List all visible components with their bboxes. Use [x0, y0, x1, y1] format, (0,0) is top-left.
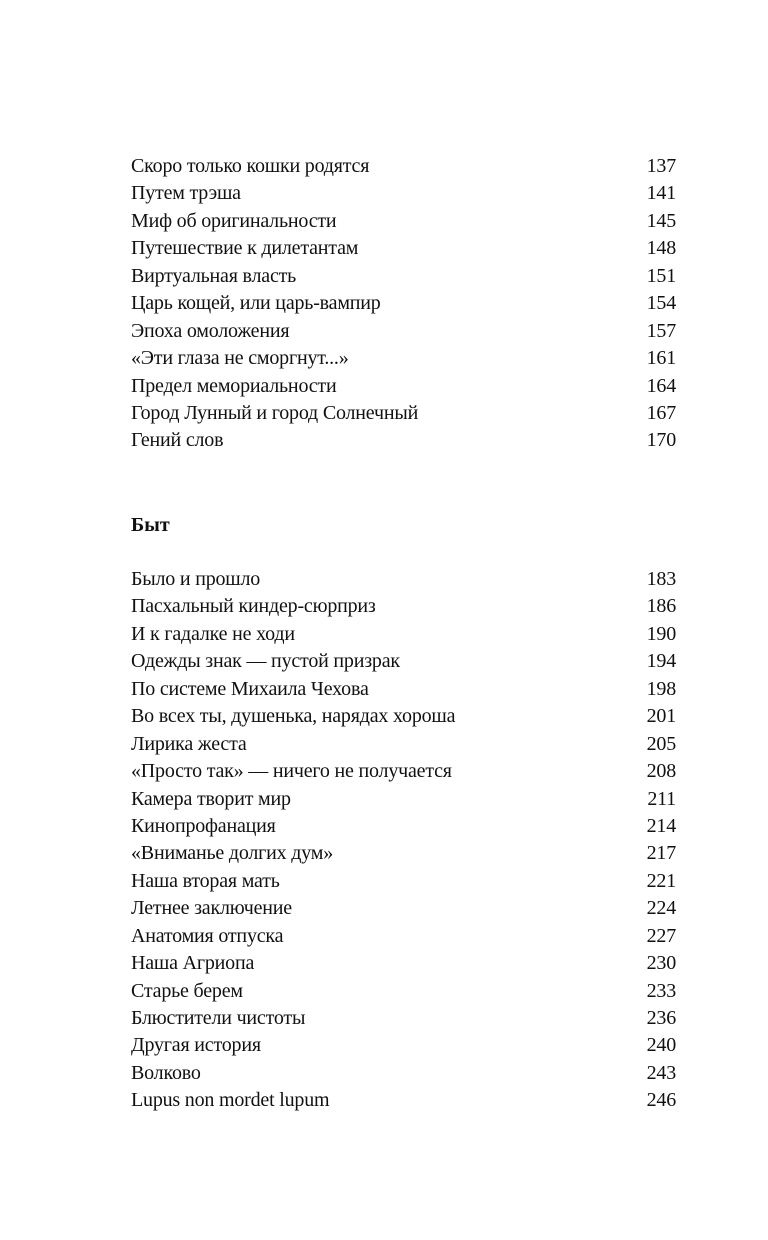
- toc-entry-title: Другая история: [131, 1034, 261, 1057]
- toc-entry: [131, 731, 676, 758]
- toc-entry-page: 236: [646, 1007, 676, 1029]
- toc-entry-page: 224: [646, 897, 676, 920]
- toc-entry: [131, 290, 676, 317]
- toc-entry: [131, 345, 676, 372]
- toc-entry: [131, 1032, 676, 1059]
- toc-entry-title: Путешествие к дилетантам: [131, 237, 359, 260]
- toc-entry-page: 211: [647, 787, 676, 810]
- toc-entry-title: Гений слов: [131, 429, 224, 452]
- toc-entry-title: Лирика жеста: [131, 732, 247, 755]
- toc-entry-page: 151: [646, 264, 676, 287]
- toc-entry-title: Наша Агриопа: [131, 952, 255, 975]
- toc-entry: [131, 621, 676, 648]
- toc-entry-title: Старье берем: [131, 979, 243, 1002]
- toc-entry-title: Пасхальный киндер-сюрприз: [131, 595, 376, 618]
- section-heading: Быт: [131, 514, 170, 536]
- toc-entry: [131, 676, 676, 703]
- toc-entry-title: Эпоха омоложения: [131, 319, 290, 342]
- toc-entry-page: 217: [646, 842, 676, 865]
- toc-entry-title: И к гадалке не ходи: [131, 622, 295, 645]
- toc-entry-page: 221: [646, 869, 676, 892]
- toc-entry: [131, 758, 676, 785]
- toc-entry-title: Кинопрофанация: [131, 814, 276, 837]
- toc-entry-title: Блюстители чистоты: [131, 1007, 306, 1029]
- toc-entry: [131, 895, 676, 922]
- toc-entry: [131, 153, 676, 180]
- toc-entry: [131, 1060, 676, 1087]
- toc-entry: [131, 1005, 676, 1032]
- toc-entry-title: Миф об оригинальности: [131, 209, 337, 232]
- toc-entry-title: Скоро только кошки родятся: [131, 155, 370, 177]
- toc-entry-page: 208: [646, 760, 676, 783]
- toc-entry-page: 186: [646, 595, 676, 618]
- toc-entry-title: Во всех ты, душенька, нарядах хороша: [131, 705, 456, 728]
- toc-entry-title: Lupus non mordet lupum: [131, 1089, 330, 1112]
- toc-entry: [131, 978, 676, 1005]
- toc-entry-title: Анатомия отпуска: [131, 924, 284, 947]
- toc-entry-title: Волково: [131, 1061, 201, 1084]
- toc-entry: [131, 427, 676, 454]
- toc-entry-page: 243: [646, 1061, 676, 1084]
- toc-entry: [131, 208, 676, 235]
- toc-entry-page: 198: [646, 677, 676, 700]
- toc-entry-page: 148: [646, 237, 676, 260]
- toc-entry: [131, 813, 676, 840]
- toc-entry-page: 164: [646, 374, 676, 397]
- toc-entry-title: Одежды знак — пустой призрак: [131, 650, 400, 673]
- toc-entry-page: 190: [646, 622, 676, 645]
- toc-entry-page: 137: [646, 155, 676, 177]
- toc-entry: [131, 373, 676, 400]
- toc-entry-title: Наша вторая мать: [131, 869, 280, 892]
- toc-entry: [131, 566, 676, 593]
- toc-entry-title: Царь кощей, или царь-вампир: [131, 292, 381, 315]
- toc-entry: [131, 840, 676, 867]
- toc-entry: [131, 235, 676, 262]
- toc-entry: [131, 263, 676, 290]
- toc-entry-page: 183: [646, 568, 676, 590]
- toc-entry-title: Было и прошло: [131, 568, 261, 590]
- toc-entry: [131, 950, 676, 977]
- toc-entry-page: 227: [646, 924, 676, 947]
- toc-entry-page: 141: [646, 182, 676, 205]
- toc-entry: [131, 1087, 676, 1114]
- toc-entry-title: Камера творит мир: [131, 787, 291, 810]
- toc-entry-title: По системе Михаила Чехова: [131, 677, 369, 700]
- toc-entry: [131, 593, 676, 620]
- toc-list-part-1: [131, 153, 676, 455]
- toc-entry-title: Город Лунный и город Солнечный: [131, 401, 419, 424]
- toc-entry-title: «Вниманье долгих дум»: [131, 842, 334, 865]
- toc-entry: [131, 703, 676, 730]
- toc-entry-page: 201: [646, 705, 676, 728]
- toc-entry-title: Летнее заключение: [131, 897, 292, 920]
- toc-entry-page: 145: [646, 209, 676, 232]
- toc-entry-page: 194: [646, 650, 676, 673]
- toc-entry: [131, 180, 676, 207]
- toc-entry-page: 230: [646, 952, 676, 975]
- toc-entry-page: 161: [646, 347, 676, 370]
- toc-entry-page: 214: [646, 814, 676, 837]
- toc-entry-title: Путем трэша: [131, 182, 241, 205]
- toc-entry-title: «Просто так» — ничего не получается: [131, 760, 452, 783]
- toc-entry-page: 246: [646, 1089, 676, 1112]
- toc-entry: [131, 868, 676, 895]
- toc-entry-page: 167: [646, 401, 676, 424]
- toc-entry-page: 205: [646, 732, 676, 755]
- toc-entry: [131, 923, 676, 950]
- toc-entry-page: 170: [646, 429, 676, 452]
- toc-entry-page: 233: [646, 979, 676, 1002]
- toc-entry: [131, 400, 676, 427]
- toc-entry: [131, 318, 676, 345]
- toc-entry-page: 154: [646, 292, 676, 315]
- toc-entry: [131, 786, 676, 813]
- toc-list-part-2: [131, 566, 676, 1115]
- toc-entry-title: Виртуальная власть: [131, 264, 297, 287]
- toc-entry-title: Предел мемориальности: [131, 374, 337, 397]
- toc-entry-page: 240: [646, 1034, 676, 1057]
- toc-entry-title: «Эти глаза не сморгнут...»: [131, 347, 349, 370]
- toc-entry: [131, 648, 676, 675]
- toc-entry-page: 157: [646, 319, 676, 342]
